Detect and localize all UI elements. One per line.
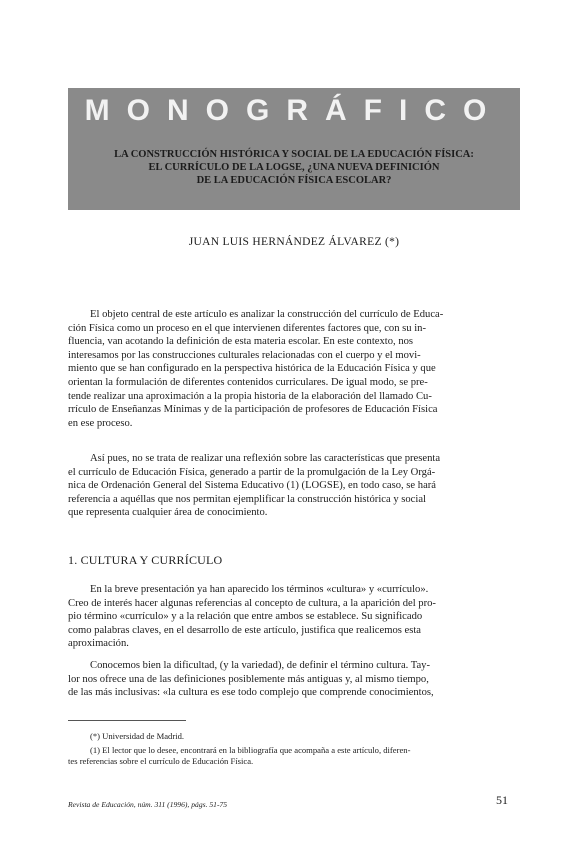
text-line: en ese proceso. [68, 417, 133, 429]
section-title: 1. CULTURA Y CURRÍCULO [68, 553, 223, 567]
text-line: el currículo de Educación Física, generado a partir de la promulgación de la Ley Orgá- [68, 466, 436, 478]
text-line: que representa cualquier área de conocimiento. [68, 507, 268, 519]
page-number: 51 [496, 793, 508, 807]
journal-citation: Revista de Educación, núm. 311 (1996), págs. 51-75 [68, 800, 228, 809]
text-line: tende realizar una aproximación a la propia historia de la elaboración del llamado Cu- [68, 390, 432, 402]
section-paragraph-2 [68, 659, 516, 700]
article-title-line: LA CONSTRUCCIÓN HISTÓRICA Y SOCIAL DE LA EDUCACIÓN FÍSICA: [114, 149, 474, 160]
intro-paragraph-1 [68, 308, 516, 430]
text-line: fluencia, van acotando la definición de esta materia escolar. En este contexto, nos [68, 336, 414, 348]
text-line: Así pues, no se trata de realizar una reflexión sobre las características que presenta [90, 453, 441, 464]
text-line: miento que se han configurado en la perspectiva histórica de la Educación Física y que [68, 363, 436, 375]
article-title-line: EL CURRÍCULO DE LA LOGSE, ¿UNA NUEVA DEFINICIÓN [148, 162, 440, 173]
text-line: ción Física como un proceso en el que intervienen diferentes factores que, con su in- [68, 322, 427, 334]
text-line: orientan la formulación de diferentes contenidos curriculares. De igual modo, se pre- [68, 376, 428, 388]
intro-paragraph-2 [68, 452, 516, 520]
text-line: Creo de interés hacer algunas referencias al concepto de cultura, a la aparición del pro- [68, 597, 436, 609]
footnote-author: (*) Universidad de Madrid. [90, 731, 185, 741]
text-line: nica de Ordenación General del Sistema Educativo (1) (LOGSE), en todo caso, se hará [68, 480, 436, 492]
text-line: El objeto central de este artículo es analizar la construcción del currículo de Educa- [90, 309, 444, 320]
section-heading: MONOGRÁFICO [84, 94, 504, 127]
text-line: Conocemos bien la dificultad, (y la variedad), de definir el término cultura. Tay- [90, 660, 431, 671]
footnote-1: (1) El lector que lo desee, encontrará en la bibliografía que acompaña a este artículo, diferen- [90, 745, 411, 755]
text-line: aproximación. [68, 638, 129, 650]
text-line: En la breve presentación ya han aparecido los términos «cultura» y «currículo». [90, 584, 429, 595]
text-line: de las más inclusivas: «la cultura es ese todo complejo que comprende conocimientos, [68, 687, 434, 699]
monografico-banner [68, 88, 520, 210]
article-title [78, 148, 510, 187]
text-line: referencia a aquéllas que nos permitan ejemplificar la construcción histórica y social [68, 493, 426, 505]
text-line: lor nos ofrece una de las definiciones posiblemente más antiguas y, al mismo tiempo, [68, 673, 429, 685]
text-line: interesamos por las construcciones culturales relacionadas con el cuerpo y el movi- [68, 349, 421, 361]
text-line: rrículo de Enseñanzas Mínimas y de la participación de profesores de Educación Física [68, 404, 438, 416]
footnote-divider [68, 720, 186, 721]
text-line: como palabras claves, en el desarrollo de este artículo, justifica que realicemos esta [68, 624, 421, 636]
footnote-1-continued: tes referencias sobre el currículo de Educación Física. [68, 756, 254, 766]
article-title-line: DE LA EDUCACIÓN FÍSICA ESCOLAR? [196, 175, 392, 186]
section-paragraph-1 [68, 583, 516, 651]
text-line: pio término «currículo» y a la relación que entre ambos se establece. Su significado [68, 611, 423, 623]
author-name: JUAN LUIS HERNÁNDEZ ÁLVAREZ (*) [188, 236, 400, 248]
